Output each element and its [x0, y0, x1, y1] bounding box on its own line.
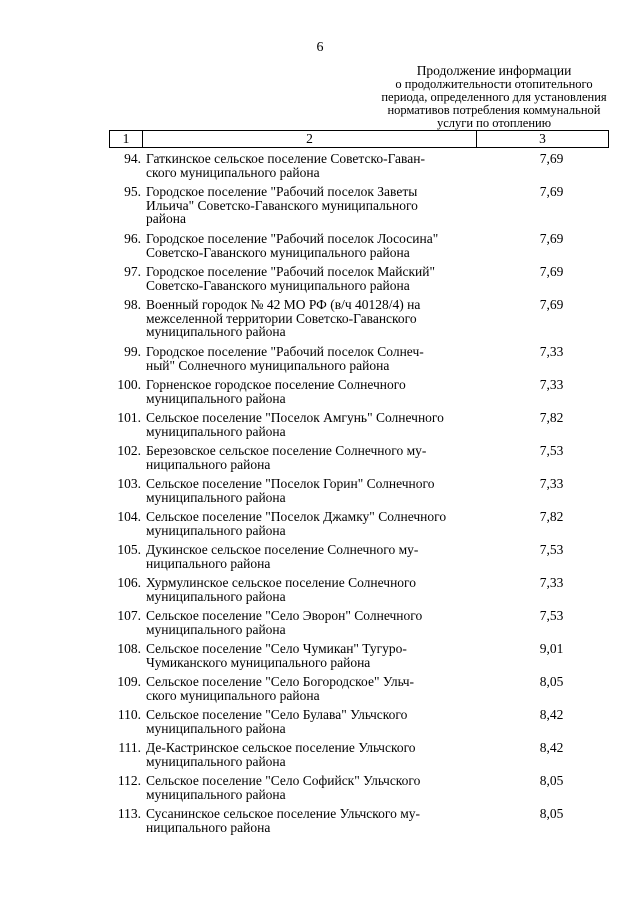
row-value: 7,69 [539, 297, 564, 312]
row-settlement-name [141, 298, 474, 339]
table-row [109, 411, 609, 438]
row-name-line: Сельское поселение "Село Чумикан" Тугуро- [146, 641, 407, 656]
row-number: 111. [118, 740, 141, 755]
row-value: 8,05 [539, 773, 564, 788]
row-name-line: Сельское поселение "Село Богородское" Ульч- [146, 674, 415, 689]
table-row [109, 774, 609, 801]
row-number: 113. [117, 806, 141, 821]
row-name-line: Сусанинское сельское поселение Ульчского му- [146, 806, 421, 821]
table-row [109, 807, 609, 834]
row-number: 106. [117, 575, 141, 590]
continuation-line: о продолжительности отопительного [395, 77, 593, 91]
row-settlement-name [141, 232, 474, 259]
row-name-line: муниципального района [146, 786, 286, 802]
row-number: 109. [117, 674, 141, 689]
row-value: 9,01 [539, 641, 564, 656]
table-row [109, 265, 609, 292]
row-value: 7,33 [539, 575, 564, 590]
table-header [109, 130, 609, 148]
row-number: 95. [124, 184, 141, 199]
table-row [109, 185, 609, 226]
row-settlement-name [141, 152, 474, 179]
row-value: 7,69 [539, 151, 564, 166]
row-name-line: ского муниципального района [146, 687, 320, 703]
row-settlement-name [141, 576, 474, 603]
row-name-line: района [146, 211, 186, 226]
row-settlement-name [141, 807, 474, 834]
row-number: 96. [124, 231, 141, 246]
row-value: 7,53 [539, 542, 564, 557]
row-number: 110. [117, 707, 141, 722]
row-number: 103. [117, 476, 141, 491]
table-row [109, 543, 609, 570]
row-name-line: муниципального района [146, 720, 286, 736]
table-row [109, 708, 609, 735]
table-row [109, 298, 609, 339]
row-settlement-name [141, 741, 474, 768]
continuation-line: услуги по отоплению [436, 116, 552, 130]
row-name-line: Сельское поселение "Село Софийск" Ульчского [146, 773, 421, 788]
row-value: 7,69 [539, 264, 564, 279]
row-settlement-name [141, 345, 474, 372]
table-row [109, 378, 609, 405]
row-number: 104. [117, 509, 141, 524]
row-name-line: Сельское поселение "Поселок Амгунь" Солнечного [146, 410, 444, 425]
row-name-line: Городское поселение "Рабочий поселок Лососина" [146, 231, 439, 246]
row-name-line: муниципального района [146, 423, 286, 439]
row-value: 7,82 [539, 509, 564, 524]
row-name-line: Городское поселение "Рабочий поселок Солнеч- [146, 344, 424, 359]
row-settlement-name [141, 642, 474, 669]
row-name-line: Военный городок № 42 МО РФ (в/ч 40128/4) на [146, 297, 421, 312]
row-name-line: муниципального района [146, 390, 286, 406]
continuation-line: нормативов потребления коммунальной [387, 103, 601, 117]
table-row [109, 477, 609, 504]
row-value: 7,69 [539, 184, 564, 199]
row-value: 8,42 [539, 740, 564, 755]
row-number: 101. [117, 410, 141, 425]
row-number: 105. [117, 542, 141, 557]
row-name-line: Березовское сельское поселение Солнечного му- [146, 443, 427, 458]
row-value: 8,05 [539, 806, 564, 821]
table-row [109, 232, 609, 259]
table-row [109, 152, 609, 179]
row-value: 7,33 [539, 377, 564, 392]
row-number: 108. [117, 641, 141, 656]
row-number: 94. [124, 151, 141, 166]
row-settlement-name [141, 609, 474, 636]
row-name-line: Сельское поселение "Поселок Джамку" Солнечного [146, 509, 447, 524]
row-name-line: Гаткинское сельское поселение Советско-Гаван- [146, 151, 425, 166]
row-settlement-name [141, 708, 474, 735]
row-settlement-name [141, 774, 474, 801]
row-name-line: Советско-Гаванского муниципального района [146, 244, 410, 260]
table-row [109, 642, 609, 669]
row-name-line: муниципального района [146, 753, 286, 769]
row-name-line: ниципального района [146, 819, 271, 835]
row-name-line: Де-Кастринское сельское поселение Ульчского [146, 740, 416, 755]
row-value: 8,05 [539, 674, 564, 689]
row-number: 102. [117, 443, 141, 458]
row-value: 7,53 [539, 608, 564, 623]
row-settlement-name [141, 543, 474, 570]
row-settlement-name [141, 411, 474, 438]
row-number: 112. [117, 773, 141, 788]
row-name-line: муниципального района [146, 621, 286, 637]
row-number: 107. [117, 608, 141, 623]
page-number: 6 [316, 40, 324, 55]
row-name-line: Советско-Гаванского муниципального района [146, 277, 410, 293]
row-name-line: ниципального района [146, 456, 271, 472]
row-settlement-name [141, 675, 474, 702]
continuation-note [378, 64, 610, 130]
row-settlement-name [141, 185, 474, 226]
row-name-line: муниципального района [146, 324, 286, 339]
row-number: 99. [124, 344, 141, 359]
table-row [109, 576, 609, 603]
table-row [109, 741, 609, 768]
row-name-line: ского муниципального района [146, 164, 320, 180]
row-name-line: Сельское поселение "Село Булава" Ульчского [146, 707, 408, 722]
row-number: 100. [117, 377, 141, 392]
row-name-line: муниципального района [146, 588, 286, 604]
row-value: 8,42 [539, 707, 564, 722]
table-row [109, 609, 609, 636]
continuation-line: Продолжение информации [416, 63, 572, 78]
row-name-line: муниципального района [146, 489, 286, 505]
row-value: 7,82 [539, 410, 564, 425]
row-name-line: муниципального района [146, 522, 286, 538]
row-settlement-name [141, 477, 474, 504]
row-name-line: Чумиканского муниципального района [146, 654, 371, 670]
table-row [109, 510, 609, 537]
row-name-line: Сельское поселение "Поселок Горин" Солнечного [146, 476, 435, 491]
continuation-line: периода, определенного для установления [381, 90, 607, 104]
row-settlement-name [141, 510, 474, 537]
row-settlement-name [141, 378, 474, 405]
row-settlement-name [141, 265, 474, 292]
row-value: 7,69 [539, 231, 564, 246]
row-name-line: Дукинское сельское поселение Солнечного му- [146, 542, 419, 557]
table-row [109, 675, 609, 702]
row-name-line: межселенной территории Советско-Гаванского [146, 310, 417, 326]
row-name-line: Хурмулинское сельское поселение Солнечного [146, 575, 416, 590]
row-name-line: ниципального района [146, 555, 271, 571]
row-value: 7,33 [539, 476, 564, 491]
row-name-line: ный" Солнечного муниципального района [146, 357, 390, 373]
row-value: 7,33 [539, 344, 564, 359]
header-col-1: 1 [110, 131, 143, 147]
row-value: 7,53 [539, 443, 564, 458]
table-row [109, 345, 609, 372]
header-col-3: 3 [539, 131, 546, 146]
row-name-line: Сельское поселение "Село Эворон" Солнечного [146, 608, 423, 623]
row-name-line: Горненское городское поселение Солнечного [146, 377, 406, 392]
row-name-line: Городское поселение "Рабочий поселок Майский" [146, 264, 436, 279]
row-name-line: Городское поселение "Рабочий поселок Заветы [146, 184, 418, 199]
table-row [109, 444, 609, 471]
row-name-line: Ильича" Советско-Гаванского муниципального [146, 197, 418, 213]
row-settlement-name [141, 444, 474, 471]
row-number: 98. [124, 297, 141, 312]
header-col-2: 2 [143, 131, 477, 147]
row-number: 97. [124, 264, 141, 279]
